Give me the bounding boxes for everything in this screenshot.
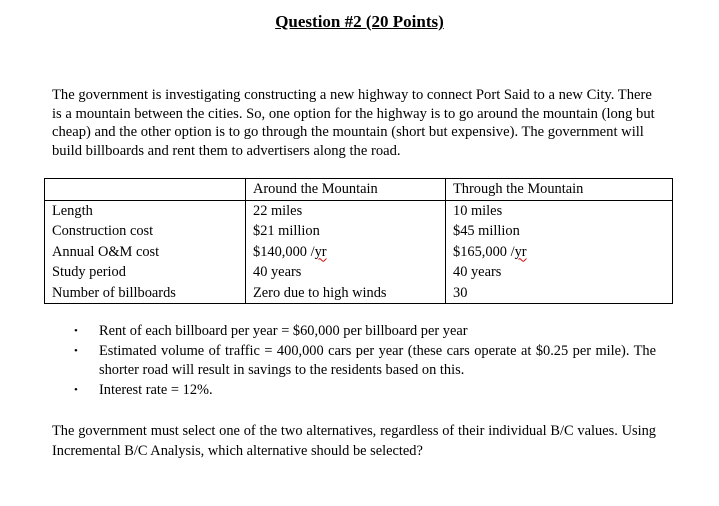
cell-around-construction: $21 million xyxy=(246,221,446,242)
closing-paragraph: The government must select one of the two alternatives, regardless of their individual B/C values. Using Incremental B/C Analysis, which alternative should be selected? xyxy=(52,423,656,459)
table-row xyxy=(45,221,673,242)
intro-paragraph: The government is investigating constructing a new highway to connect Port Said to a new City. There is a mountain between the cities. So, one option for the highway is to go around the mountain (long but cheap) and the other option is to go through the mountain (short but expensive). The government will build billboards and rent them to advertisers along the road. xyxy=(52,87,655,159)
cell-through-billboards: 30 xyxy=(446,283,673,304)
bullet-icon: • xyxy=(74,325,78,337)
table-header-through: Through the Mountain xyxy=(446,179,673,201)
table-header-row xyxy=(45,179,673,201)
cell-around-length: 22 miles xyxy=(246,200,446,221)
cell-through-om xyxy=(446,242,673,263)
row-label-study: Study period xyxy=(45,262,246,283)
table-header-around: Around the Mountain xyxy=(246,179,446,201)
table-row xyxy=(45,262,673,283)
question-title-text: Question #2 (20 Points) xyxy=(275,12,444,31)
cell-through-construction: $45 million xyxy=(446,221,673,242)
bullet-text-interest: Interest rate = 12%. xyxy=(99,381,213,398)
cell-through-om-unit: yr xyxy=(514,243,527,260)
cell-around-billboards: Zero due to high winds xyxy=(246,283,446,304)
row-label-length: Length xyxy=(45,200,246,221)
bullet-text-rent: Rent of each billboard per year = $60,000 per billboard per year xyxy=(99,323,468,339)
bullet-icon: • xyxy=(74,344,78,357)
bullet-text-traffic: Estimated volume of traffic = 400,000 cars per year (these cars operate at $0.25 per mile). The shorter road will result in savings to the residents based on this. xyxy=(99,342,656,378)
assumptions-list xyxy=(72,322,656,400)
cell-through-length: 10 miles xyxy=(446,200,673,221)
comparison-table xyxy=(44,178,673,304)
list-item xyxy=(72,381,656,401)
question-title xyxy=(0,12,719,32)
cell-around-om-unit: yr xyxy=(314,243,327,260)
table-row xyxy=(45,242,673,263)
bullet-icon: • xyxy=(74,383,78,396)
table-row xyxy=(45,200,673,221)
table-header-empty xyxy=(45,179,246,201)
list-item xyxy=(72,342,656,381)
cell-around-om-value: $140,000 / xyxy=(253,243,315,260)
row-label-om: Annual O&M cost xyxy=(45,242,246,263)
cell-through-om-value: $165,000 / xyxy=(453,243,515,260)
cell-through-study: 40 years xyxy=(446,262,673,283)
cell-around-study: 40 years xyxy=(246,262,446,283)
list-item xyxy=(72,322,656,342)
table-row xyxy=(45,283,673,304)
row-label-construction: Construction cost xyxy=(45,221,246,242)
row-label-billboards: Number of billboards xyxy=(45,283,246,304)
cell-around-om xyxy=(246,242,446,263)
